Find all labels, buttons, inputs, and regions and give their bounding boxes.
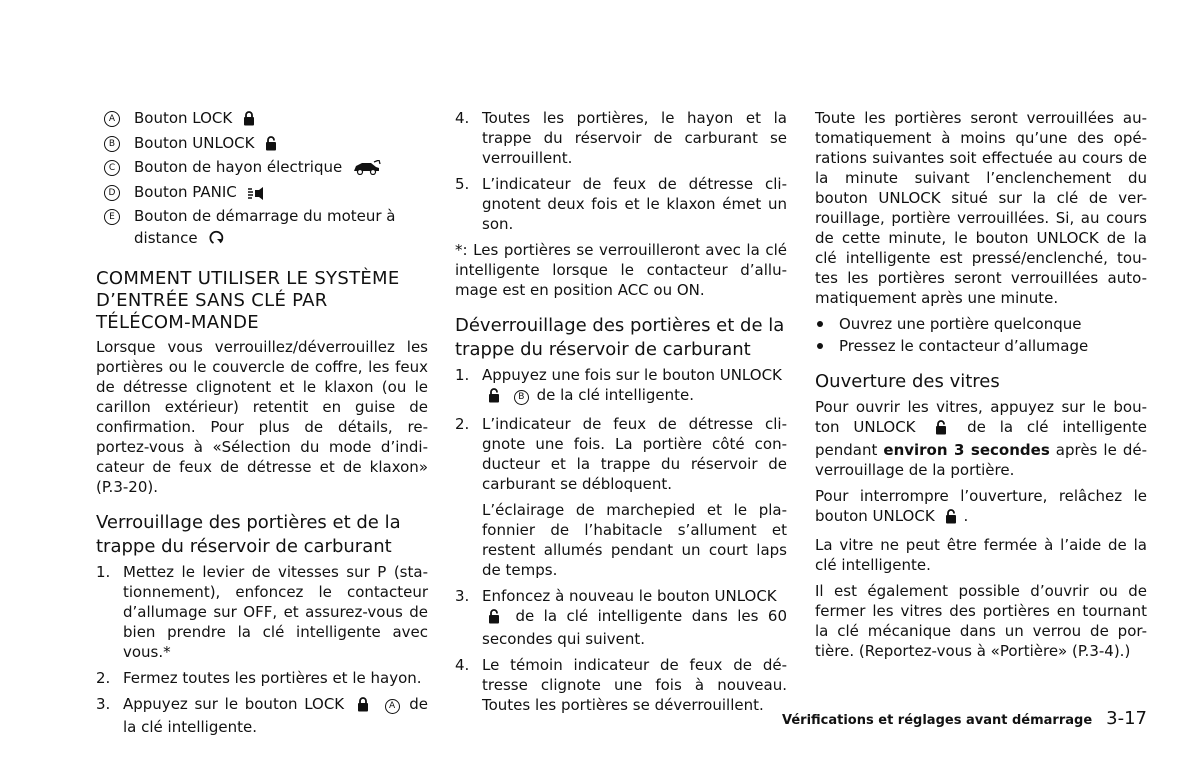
step-text: Mettez le levier de vitesses sur P (sta-tionnement), enfoncez le contacteur d’allumage sur OFF, et assurez-vous de bien prendre la clé intelligente avec vous.* bbox=[123, 563, 428, 661]
step-item bbox=[455, 108, 787, 168]
bullet-text: Ouvrez une portière quelconque bbox=[839, 315, 1082, 333]
intro-paragraph: Lorsque vous verrouillez/déverrouillez les portières ou le couvercle de coffre, les feux de détresse clignotent et le klaxon (ou le carillon extérieur) retentit en guise de confirmation. Pour plus de détails, re-portez-vous à «Sélection du mode d’indi-cateur de feux de détresse et de klaxon» (P.3-20). bbox=[96, 338, 428, 496]
paragraph-text: Pour ouvrir les vitres, appuyez sur le bou-ton UNLOCK bbox=[815, 398, 1147, 436]
step-text: L’indicateur de feux de détresse cli-gnotent deux fois et le klaxon émet un son. bbox=[482, 175, 787, 233]
bullet-item bbox=[815, 336, 1147, 356]
power-liftgate-icon bbox=[353, 160, 381, 182]
step-number: 2. bbox=[455, 415, 470, 433]
step-number: 2. bbox=[96, 669, 111, 687]
step-item bbox=[96, 562, 428, 662]
unlock-icon bbox=[935, 420, 947, 440]
paragraph-text: de la clé intelligente pendant bbox=[815, 418, 1147, 459]
letter-a-badge: A bbox=[104, 111, 120, 127]
step-item bbox=[96, 694, 428, 737]
page-footer bbox=[782, 708, 1147, 729]
step-number: 3. bbox=[96, 695, 111, 713]
step-text: de la clé intelligente. bbox=[536, 386, 695, 404]
letter-c-badge: C bbox=[104, 160, 120, 176]
paragraph-text: après le dé-verrouillage de la portière. bbox=[815, 441, 1147, 479]
auto-relock-paragraph: Toute les portières seront verrouillées au-tomatiquement à moins qu’une des opé-rations suivantes soit effectuée au cours de la minute suivant l’enclenchement du bouton UNLOCK situé sur la clé de ver-rouillage, portière verrouillées. Si, au cours de cette minute, le bouton UNLOCK de la clé intelligente est pressé/enclenché, tou-tes les portières seront verrouillées auto-matiquement après une minute. bbox=[815, 109, 1147, 307]
windows-paragraph-3: La vitre ne peut être fermée à l’aide de la clé intelligente. bbox=[815, 536, 1147, 574]
step-extra-text: L’éclairage de marchepied et le pla-fonnier de l’habitacle s’allument et restent allumés pendant un court laps de temps. bbox=[482, 501, 787, 579]
legend-text: Bouton LOCK bbox=[134, 109, 233, 127]
step-item bbox=[455, 365, 787, 408]
lock-steps-continued bbox=[455, 108, 787, 234]
step-text: Appuyez sur le bouton LOCK bbox=[123, 695, 345, 713]
letter-e-badge: E bbox=[104, 209, 120, 225]
legend-item-d bbox=[96, 182, 428, 207]
legend-text: Bouton UNLOCK bbox=[134, 133, 255, 152]
column-right bbox=[815, 108, 1147, 667]
step-number: 4. bbox=[455, 109, 470, 127]
windows-paragraph-1 bbox=[815, 397, 1147, 480]
panic-horn-icon bbox=[248, 185, 264, 207]
section-title: COMMENT UTILISER LE SYSTÈME D’ENTRÉE SANS CLÉ PAR TÉLÉCOM-MANDE bbox=[96, 268, 400, 333]
footer-section-name: Vérifications et réglages avant démarrage bbox=[781, 713, 1093, 728]
windows-paragraph-4: Il est également possible d’ouvrir ou de fermer les vitres des portières en tournant la clé mécanique dans un verrou de por-tière. (Reportez-vous à «Portière» (P.3-4).) bbox=[815, 582, 1147, 660]
step-item bbox=[455, 655, 787, 715]
legend-item-c bbox=[96, 157, 428, 182]
step-text: Enfoncez à nouveau le bouton UNLOCK bbox=[482, 587, 777, 605]
unlock-subsection-title: Déverrouillage des portières et de la trappe du réservoir de carburant bbox=[455, 315, 785, 360]
step-text: de la clé intelligente. bbox=[123, 695, 428, 736]
step-number: 1. bbox=[455, 366, 470, 384]
legend-item-b bbox=[96, 133, 428, 158]
step-text: L’indicateur de feux de détresse cli-gnote une fois. La portière côté con-ducteur et la trappe du réservoir de carburant se débloquent. bbox=[482, 415, 787, 493]
lock-subsection-title: Verrouillage des portières et de la trappe du réservoir de carburant bbox=[96, 512, 401, 557]
letter-a-badge: A bbox=[385, 699, 400, 714]
step-text: de la clé intelligente dans les 60 secondes qui suivent. bbox=[482, 607, 787, 648]
legend-item-a bbox=[96, 108, 428, 133]
step-item bbox=[455, 174, 787, 234]
bullet-text: Pressez le contacteur d’allumage bbox=[839, 337, 1089, 355]
windows-paragraph-2 bbox=[815, 486, 1147, 529]
step-number: 1. bbox=[96, 563, 111, 581]
step-text: Le témoin indicateur de feux de dé-tresse clignote une fois à nouveau. Toutes les portières se déverrouillent. bbox=[482, 656, 787, 714]
unlock-icon bbox=[945, 509, 957, 529]
step-text: Appuyez une fois sur le bouton UNLOCK bbox=[482, 366, 782, 384]
lock-steps bbox=[96, 562, 428, 737]
bullet-dot bbox=[817, 343, 823, 349]
lock-icon bbox=[243, 111, 255, 133]
unlock-steps bbox=[455, 365, 787, 715]
button-legend bbox=[96, 108, 428, 252]
step-text: Toutes les portières, le hayon et la trappe du réservoir de carburant se verrouillent. bbox=[482, 109, 787, 167]
paragraph-text: Pour interrompre l’ouverture, relâchez le bouton UNLOCK bbox=[815, 487, 1147, 525]
legend-text: Bouton de hayon électrique bbox=[134, 158, 343, 176]
column-middle bbox=[455, 108, 787, 721]
legend-text: Bouton PANIC bbox=[134, 182, 237, 201]
unlock-icon bbox=[488, 609, 500, 629]
bullet-item bbox=[815, 314, 1147, 334]
page-number: 3-17 bbox=[1106, 708, 1147, 729]
legend-item-e bbox=[96, 206, 428, 252]
legend-text: Bouton de démarrage du moteur à distance bbox=[134, 207, 396, 247]
unlock-icon bbox=[488, 388, 500, 408]
letter-b-badge: B bbox=[514, 390, 529, 405]
unlock-icon bbox=[265, 136, 277, 158]
letter-d-badge: D bbox=[104, 185, 120, 201]
bullet-list bbox=[815, 314, 1147, 356]
lock-icon bbox=[357, 697, 369, 717]
step-item bbox=[455, 414, 787, 580]
step-text: Fermez toutes les portières et le hayon. bbox=[123, 669, 422, 687]
step-item bbox=[455, 586, 787, 649]
step-number: 3. bbox=[455, 587, 470, 605]
column-left bbox=[96, 108, 428, 743]
windows-subsection-title: Ouverture des vitres bbox=[815, 371, 1000, 392]
step-number: 4. bbox=[455, 656, 470, 674]
paragraph-text: . bbox=[963, 507, 969, 525]
footnote: *: Les portières se verrouilleront avec la clé intelligente lorsque le contacteur d’allu-mage est en position ACC ou ON. bbox=[455, 241, 787, 299]
remote-start-icon bbox=[208, 230, 224, 253]
letter-b-badge: B bbox=[104, 136, 120, 152]
step-number: 5. bbox=[455, 175, 470, 193]
emphasis-text: environ 3 secondes bbox=[883, 441, 1050, 459]
step-item bbox=[96, 668, 428, 688]
bullet-dot bbox=[817, 321, 823, 327]
